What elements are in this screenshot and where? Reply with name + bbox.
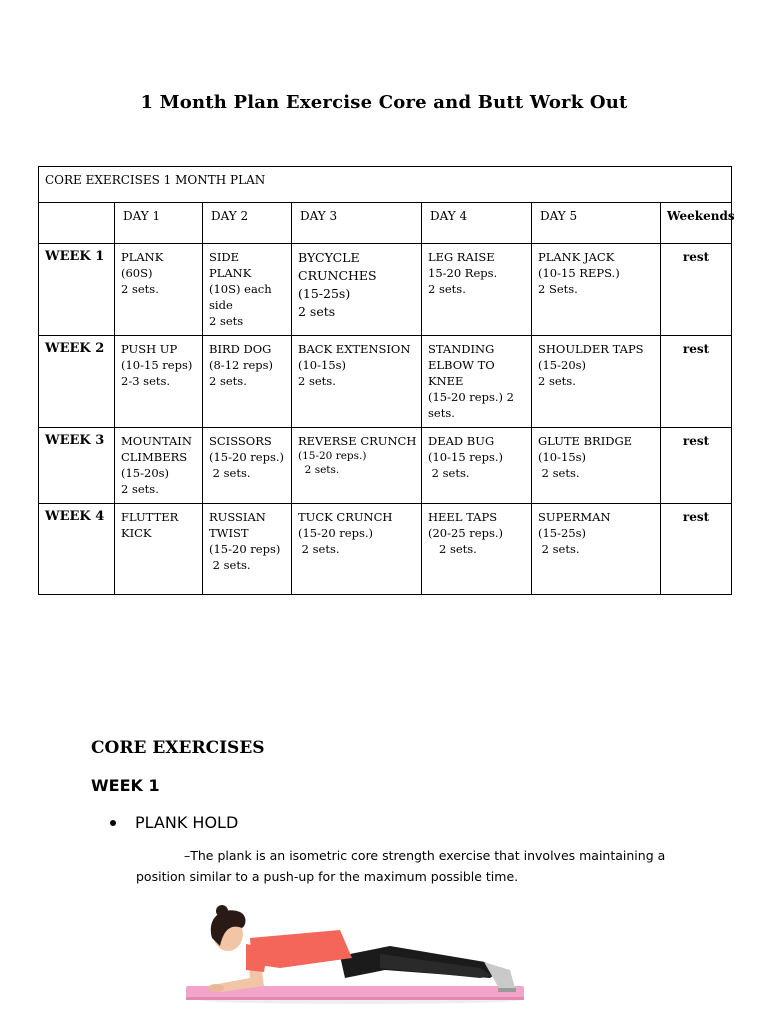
exercise-cell-line: (60S) (121, 266, 153, 280)
exercise-cell-line: CLIMBERS (121, 450, 188, 464)
week-row (39, 504, 732, 595)
exercise-cell-line: (10-15s) (538, 450, 587, 464)
exercise-cell-line: CRUNCHES (298, 268, 377, 283)
plan-table (38, 166, 735, 595)
exercise-cell-line: RUSSIAN (209, 510, 266, 524)
exercise-cell-line: 2 sets. (298, 374, 336, 388)
hair-bun (216, 905, 228, 917)
exercise-cell-line: 2 sets. (428, 466, 470, 480)
exercise-cell-line: (15-20 reps) (209, 542, 281, 556)
upper-arm (246, 944, 268, 972)
weekend-rest-cell: rest (661, 336, 732, 428)
exercise-cell-line: BACK EXTENSION (298, 342, 411, 356)
exercise-cell (203, 336, 292, 428)
weekend-header: Weekends (661, 203, 732, 244)
exercise-cell (422, 336, 532, 428)
exercise-cell-line: (10-15 REPS.) (538, 266, 620, 280)
exercise-cell-line: 2 Sets. (538, 282, 578, 296)
mat-edge (186, 997, 524, 1000)
exercise-cell-line: DEAD BUG (428, 434, 495, 448)
exercise-cell-line: 2 sets. (538, 542, 580, 556)
exercise-title: PLANK HOLD (135, 813, 239, 832)
exercise-cell-line: FLUTTER (121, 510, 179, 524)
document-title: 1 Month Plan Exercise Core and Butt Work Out (140, 92, 628, 113)
exercise-cell-line: (15-20s) (538, 358, 587, 372)
exercise-cell-line: KICK (121, 526, 152, 540)
exercise-cell-line: 2 sets (209, 314, 244, 328)
week-heading: WEEK 1 (91, 776, 160, 795)
exercise-cell (532, 336, 661, 428)
exercise-cell (292, 428, 422, 504)
weekend-rest-cell: rest (661, 428, 732, 504)
exercise-cell-line: 2 sets. (121, 282, 159, 296)
day-header: DAY 5 (532, 203, 661, 244)
exercise-cell (203, 504, 292, 595)
day-header: DAY 2 (203, 203, 292, 244)
week-row (39, 336, 732, 428)
empty-corner-cell (39, 203, 115, 244)
week-label: WEEK 4 (39, 504, 115, 595)
exercise-cell-line: LEG RAISE (428, 250, 495, 264)
exercise-cell-line: KNEE (428, 374, 464, 388)
weekend-rest-cell: rest (661, 504, 732, 595)
exercise-cell-line: 2 sets. (209, 374, 247, 388)
exercise-cell (422, 428, 532, 504)
exercise-cell-line: 2 sets. (298, 464, 340, 476)
exercise-cell-line: SCISSORS (209, 434, 272, 448)
week-row (39, 244, 732, 336)
exercise-cell (532, 428, 661, 504)
exercise-cell-line: HEEL TAPS (428, 510, 498, 524)
exercise-cell-line: 2 sets. (209, 558, 251, 572)
exercise-cell-line: 2 sets. (209, 466, 251, 480)
exercise-cell-line: (15-20s) (121, 466, 170, 480)
exercise-description: –The plank is an isometric core strength exercise that involves maintaining a position similar to a push-up for the maximum possible time. (136, 848, 666, 884)
exercise-cell (203, 244, 292, 336)
exercise-cell (115, 504, 203, 595)
exercise-cell-line: PLANK (209, 266, 252, 280)
plan-table-title: CORE EXERCISES 1 MONTH PLAN (39, 167, 732, 203)
exercise-cell (292, 504, 422, 595)
exercise-cell-line: SUPERMAN (538, 510, 611, 524)
bullet-icon (110, 820, 116, 826)
exercise-cell-line: STANDING (428, 342, 495, 356)
exercise-cell-line: MOUNTAIN (121, 434, 192, 448)
exercise-cell-line: (10S) each (209, 282, 272, 296)
exercise-cell-line: (15-20 reps.) (298, 526, 374, 540)
exercise-cell (422, 504, 532, 595)
exercise-cell-line: (15-25s) (298, 286, 351, 301)
week-row (39, 428, 732, 504)
exercise-cell-line: 2 sets. (428, 282, 466, 296)
day-header: DAY 4 (422, 203, 532, 244)
exercise-cell-line: (15-20 reps.) 2 (428, 390, 514, 404)
exercise-cell-line: REVERSE CRUNCH (298, 434, 417, 448)
week-label: WEEK 3 (39, 428, 115, 504)
exercise-cell (532, 504, 661, 595)
exercise-cell-line: SIDE (209, 250, 240, 264)
exercise-cell-line: BIRD DOG (209, 342, 272, 356)
hand (208, 984, 224, 992)
exercise-cell (422, 244, 532, 336)
exercise-cell (532, 244, 661, 336)
exercise-cell-line: (8-12 reps) (209, 358, 274, 372)
plank-photo (180, 898, 530, 1010)
exercise-cell-line: side (209, 298, 233, 312)
exercise-cell-line: PLANK JACK (538, 250, 615, 264)
exercise-cell (292, 244, 422, 336)
exercise-cell-line: 2 sets. (538, 466, 580, 480)
day-header: DAY 1 (115, 203, 203, 244)
exercise-cell-line: SHOULDER TAPS (538, 342, 644, 356)
exercise-cell-line: (15-20 reps.) (298, 450, 367, 462)
day-header-row (39, 203, 732, 244)
exercise-bullet (110, 813, 238, 832)
exercise-cell-line: GLUTE BRIDGE (538, 434, 633, 448)
exercise-cell-line: (15-25s) (538, 526, 587, 540)
exercise-cell-line: PUSH UP (121, 342, 178, 356)
exercise-cell-line: 2-3 sets. (121, 374, 171, 388)
exercise-cell-line: 2 sets. (538, 374, 576, 388)
exercise-cell-line: TWIST (209, 526, 249, 540)
exercise-cell (115, 244, 203, 336)
exercise-cell (115, 336, 203, 428)
exercise-cell-line: TUCK CRUNCH (298, 510, 393, 524)
day-header: DAY 3 (292, 203, 422, 244)
exercise-cell-line: (10-15 reps) (121, 358, 193, 372)
exercise-cell (203, 428, 292, 504)
week-label: WEEK 2 (39, 336, 115, 428)
exercise-cell-line: 2 sets. (121, 482, 159, 496)
shoe-sole (498, 988, 516, 992)
exercise-cell-line: (10-15s) (298, 358, 347, 372)
exercise-cell-line: 2 sets (298, 304, 336, 319)
exercise-cell (115, 428, 203, 504)
section-heading: CORE EXERCISES (91, 738, 265, 758)
exercise-cell-line: (15-20 reps.) (209, 450, 285, 464)
exercise-cell-line: (20-25 reps.) (428, 526, 504, 540)
exercise-cell-line: ELBOW TO (428, 358, 495, 372)
exercise-cell-line: 2 sets. (298, 542, 340, 556)
exercise-cell (292, 336, 422, 428)
exercise-cell-line: PLANK (121, 250, 164, 264)
week-label: WEEK 1 (39, 244, 115, 336)
weekend-rest-cell: rest (661, 244, 732, 336)
exercise-cell-line: BYCYCLE (298, 250, 360, 265)
exercise-cell-line: 2 sets. (428, 542, 477, 556)
exercise-cell-line: (10-15 reps.) (428, 450, 504, 464)
exercise-cell-line: 15-20 Reps. (428, 266, 498, 280)
exercise-cell-line: sets. (428, 406, 455, 420)
